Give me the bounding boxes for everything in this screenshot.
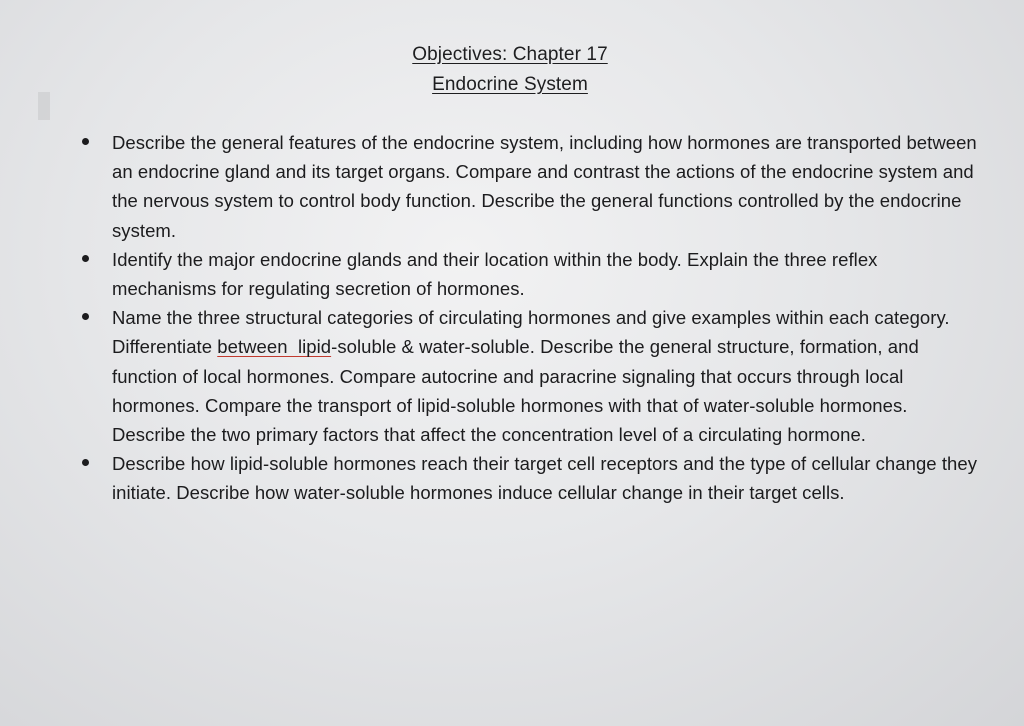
objective-item-3 <box>60 303 980 449</box>
objectives-list <box>60 128 980 508</box>
bullet-icon <box>82 313 89 320</box>
objective-text-start: Name the three structural categories of circulating hormones and give examples within each category. Differentiate <box>112 307 950 358</box>
spellcheck-flagged-text: between lipid <box>217 336 332 358</box>
objective-text: Describe how lipid-soluble hormones reach their target cell receptors and the type of cellular change they initiate. Describe how water-soluble hormones induce cellular change in their target cells. <box>112 453 977 504</box>
bullet-icon <box>82 255 89 262</box>
page-title <box>340 40 680 100</box>
objective-item-1 <box>60 128 980 245</box>
objective-item-4 <box>60 449 980 507</box>
bullet-icon <box>82 459 89 466</box>
margin-mark <box>38 92 50 120</box>
objective-text-end: -soluble & water-soluble. Describe the general structure, formation, and function of local hormones. Compare autocrine and paracrine signaling that occurs through local hormones. Compare the transport of lipid-soluble hormones with that of water-soluble hormones. Describe the two primary factors that affect the concentration level of a circulating hormone. <box>112 336 919 446</box>
objective-text: Identify the major endocrine glands and their location within the body. Explain the three reflex mechanisms for regulating secretion of hormones. <box>112 248 878 300</box>
title-line-subject: Endocrine System <box>432 74 588 95</box>
objective-item-2 <box>60 245 980 303</box>
objective-text: Describe the general features of the endocrine system, including how hormones are transported between an endocrine gland and its target organs. Compare and contrast the actions of the endocrine system and the nervous system to control body function. Describe the general functions controlled by the endocrine system. <box>112 132 977 241</box>
title-line-objectives: Objectives: Chapter 17 <box>412 44 608 65</box>
bullet-icon <box>82 138 89 145</box>
